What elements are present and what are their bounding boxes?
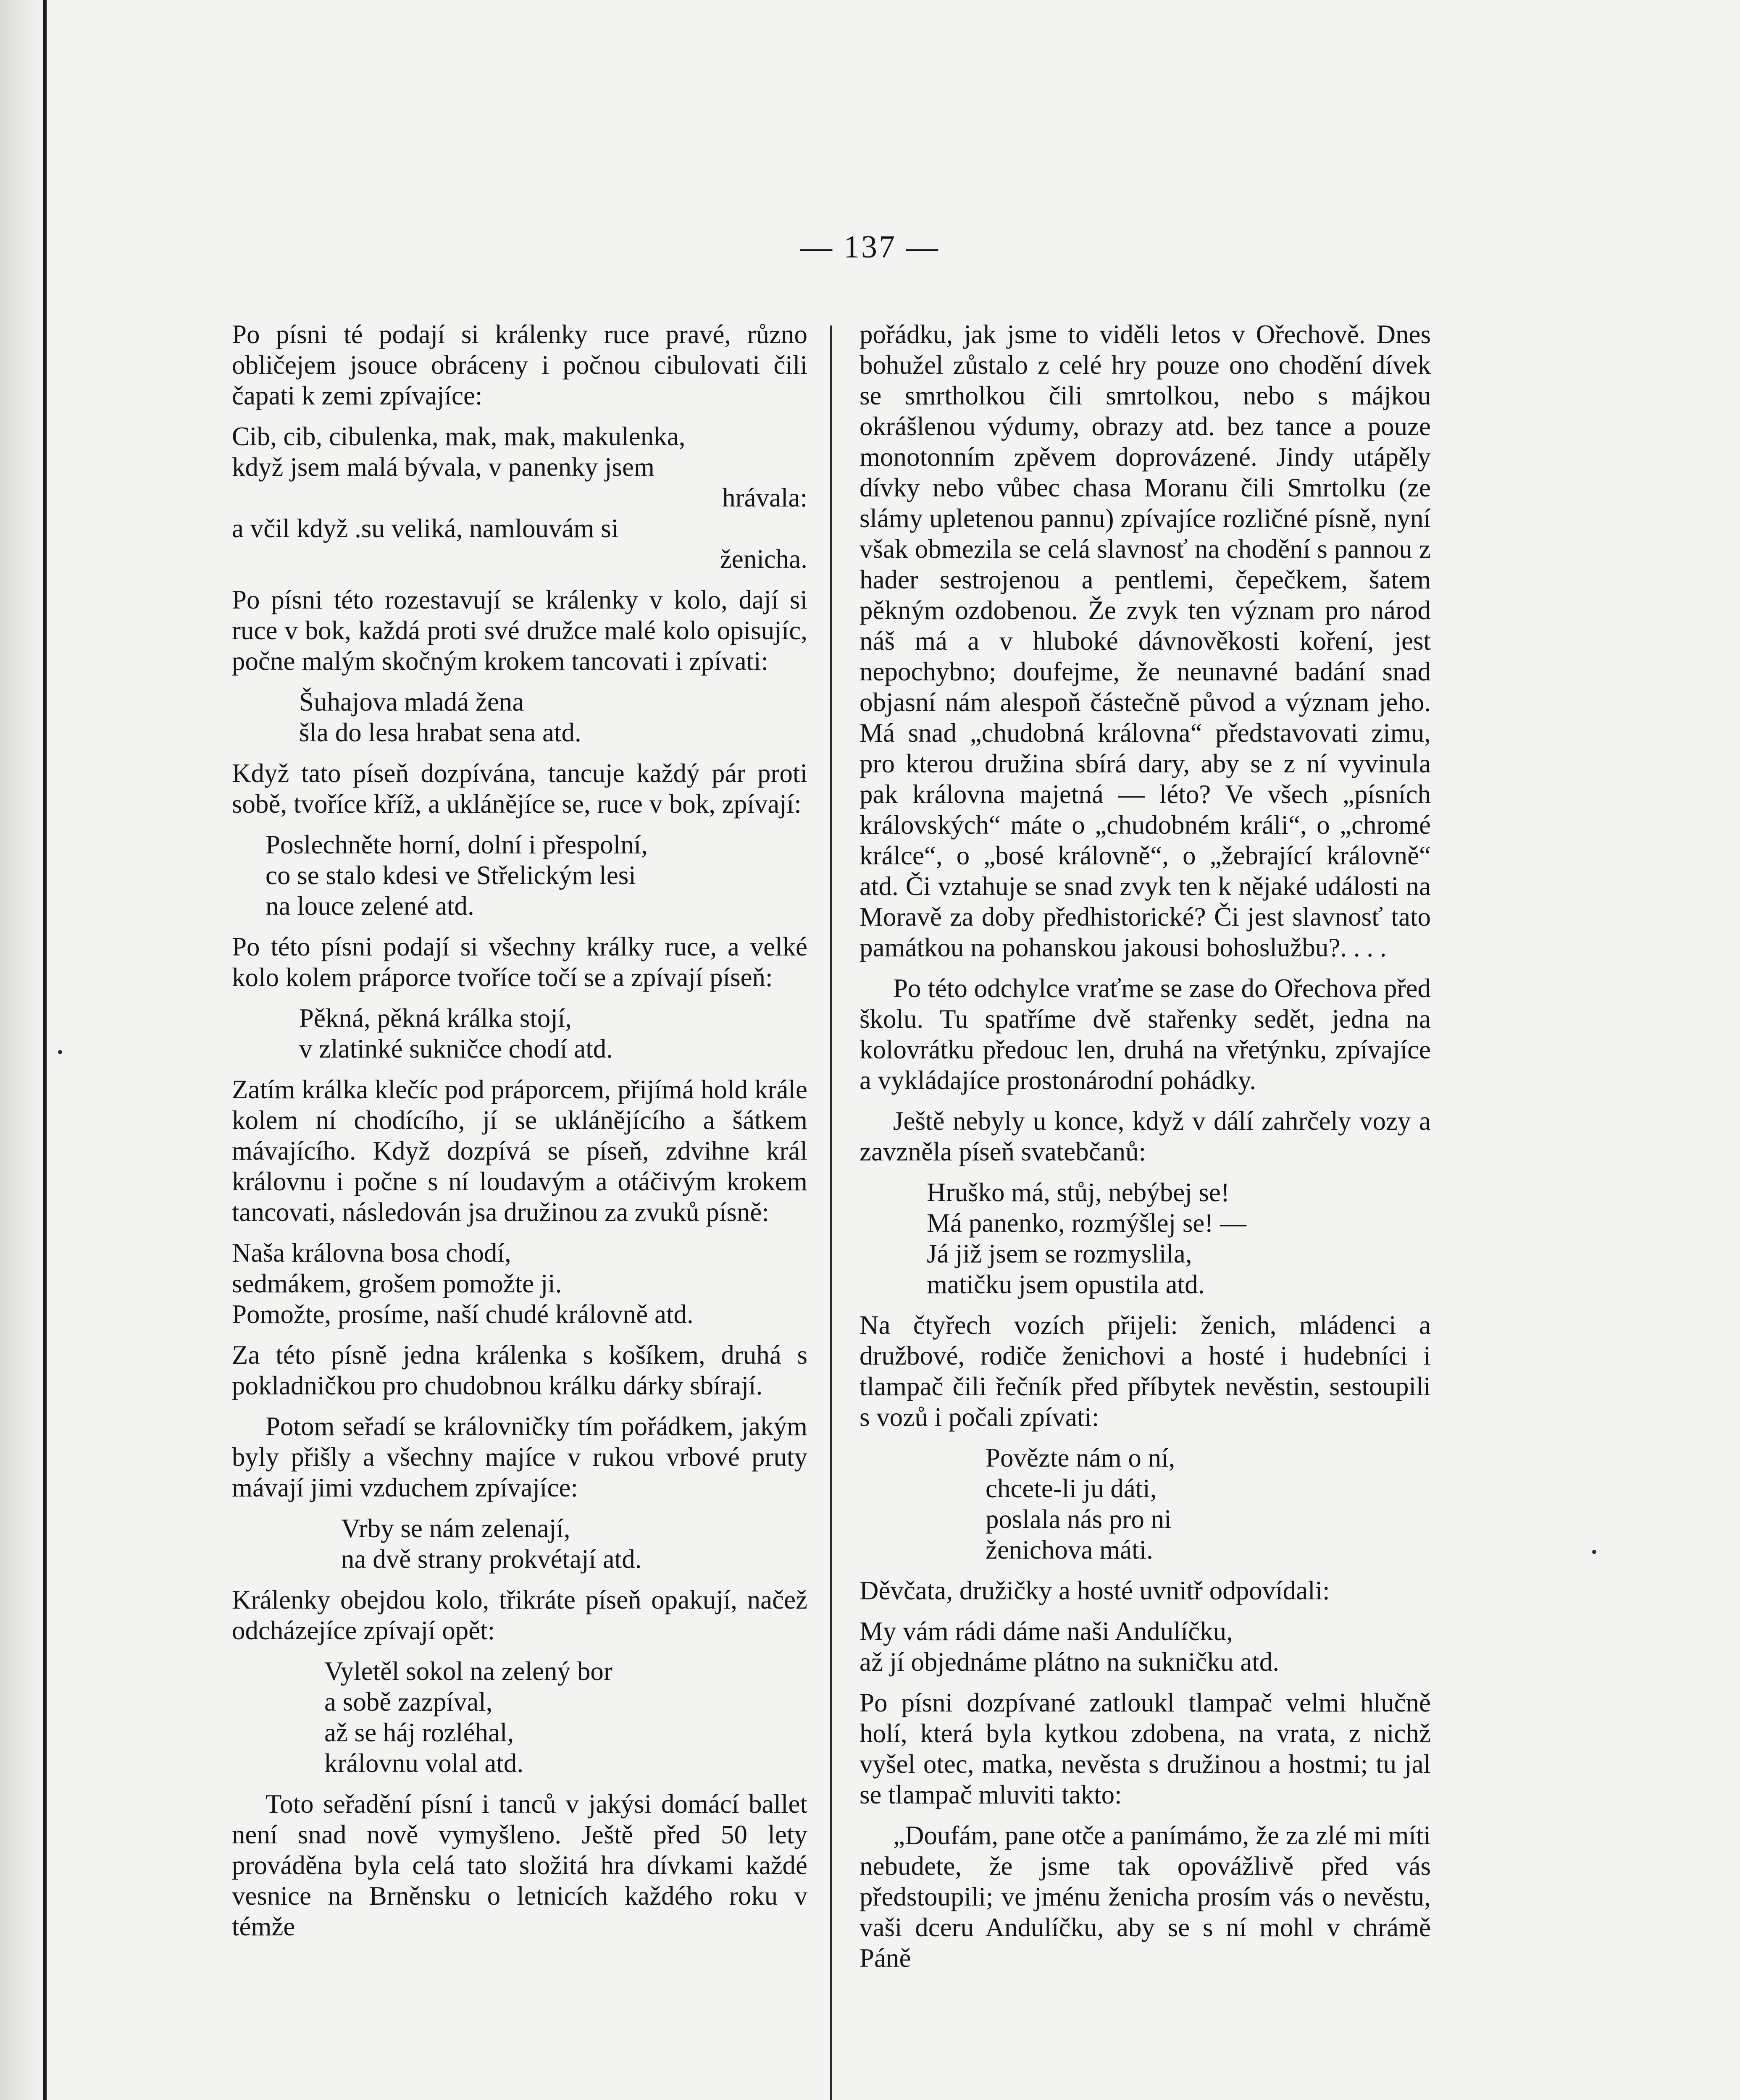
verse-line: v zlatinké sukničce chodí atd. <box>299 1034 613 1063</box>
verse-line: Cib, cib, cibulenka, mak, mak, makulenka, <box>232 422 686 451</box>
paragraph: Po písni té podají si králenky ruce pravé, různo obličejem jsouce obráceny i počnou cibulovati čili čapati k zemi zpívajíce: <box>232 320 807 410</box>
verse-block <box>232 421 807 575</box>
paragraph: Po této odchylce vraťme se zase do Ořechova před školu. Tu spatříme dvě stařenky sedět, jedna na kolovrátku předouc len, druhá na vřetýnku, zpívajíce a vykládajíce prostonárodní pohádky. <box>859 974 1431 1095</box>
verse-line: hrávala: <box>722 483 807 512</box>
verse-line: chcete-li ju dáti, <box>986 1474 1157 1503</box>
binding-edge-line <box>43 0 47 2100</box>
verse-line: Šuhajova mladá žena <box>299 687 524 717</box>
paragraph: Děvčata, družičky a hosté uvnitř odpovídali: <box>859 1576 1330 1605</box>
verse-line: Vrby se nám zelenají, <box>341 1514 570 1543</box>
verse-line: Pěkná, pěkná králka stojí, <box>299 1003 572 1033</box>
verse-line: až se háj rozléhal, <box>324 1718 514 1747</box>
paragraph: Ještě nebyly u konce, když v dálí zahrčely vozy a zavzněla píseň svatebčanů: <box>859 1106 1431 1166</box>
verse-block <box>859 1443 1431 1565</box>
paragraph: Za této písně jedna králenka s košíkem, druhá s pokladničkou pro chudobnou králku dárky sbírají. <box>232 1340 807 1400</box>
paragraph: Na čtyřech vozích přijeli: ženich, mládenci a družbové, rodiče ženichovi a hosté i hudebníci i tlampač čili řečník před příbytek nevěstin, sestoupili s vozů i počali zpívati: <box>859 1310 1431 1432</box>
verse-block <box>232 687 807 748</box>
paragraph: Po písni této rozestavují se králenky v kolo, dají si ruce v bok, každá proti své družce malé kolo opisujíc, počne malým skočným krokem tancovati i zpívati: <box>232 585 807 676</box>
verse-line: Má panenko, rozmýšlej se! — <box>927 1208 1247 1238</box>
verse-line: sedmákem, grošem pomožte ji. <box>232 1269 562 1298</box>
verse-line: My vám rádi dáme naši Andulíčku, <box>859 1617 1233 1646</box>
paragraph: „Doufám, pane otče a panímámo, že za zlé mi míti nebudete, že jsme tak opovážlivě před vás předstoupili; ve jménu ženicha prosím vás o nevěstu, vaši dceru Andulíčku, aby se s ní mohl v chrámě Páně <box>859 1821 1431 1973</box>
verse-block <box>232 1513 807 1575</box>
paragraph: Po písni dozpívané zatloukl tlampač velmi hlučně holí, která byla kytkou zdobena, na vrata, z nichž vyšel otec, matka, nevěsta s družinou a hostmi; tu jal se tlampač mluviti takto: <box>859 1688 1431 1809</box>
verse-block <box>859 1616 1431 1677</box>
paragraph: Králenky obejdou kolo, třikráte píseň opakují, načež odcházejíce zpívají opět: <box>232 1585 807 1645</box>
verse-line: a včil když .su veliká, namlouvám si <box>232 514 619 543</box>
verse-line: královnu volal atd. <box>324 1748 524 1778</box>
paragraph: Když tato píseň dozpívána, tancuje každý pár proti sobě, tvoříce kříž, a uklánějíce se, ruce v bok, zpívají: <box>232 759 807 819</box>
verse-line: Naša královna bosa chodí, <box>232 1238 511 1268</box>
scan-speck <box>58 1050 62 1054</box>
page-number: — 137 — <box>800 229 940 265</box>
verse-block <box>232 1656 807 1779</box>
verse-line: a sobě zazpíval, <box>324 1687 493 1717</box>
verse-line: Hruško má, stůj, nebýbej se! <box>927 1178 1230 1207</box>
verse-line: Poslechněte horní, dolní i přespolní, <box>265 830 648 859</box>
verse-block <box>232 1003 807 1064</box>
verse-line: matičku jsem opustila atd. <box>927 1270 1205 1299</box>
right-text-column <box>859 319 1431 1984</box>
verse-line: na louce zelené atd. <box>265 891 474 921</box>
verse-line: Povězte nám o ní, <box>986 1443 1175 1473</box>
verse-line: Pomožte, prosíme, naší chudé královně atd. <box>232 1299 694 1329</box>
verse-line: co se stalo kdesi ve Střelickým lesi <box>265 861 636 890</box>
left-text-column <box>232 319 807 1952</box>
verse-line: na dvě strany prokvétají atd. <box>341 1544 642 1574</box>
verse-line: až jí objednáme plátno na sukničku atd. <box>859 1647 1279 1677</box>
column-divider <box>830 326 832 2100</box>
verse-block <box>859 1177 1431 1300</box>
paragraph: Po této písni podají si všechny králky ruce, a velké kolo kolem práporce tvoříce točí se a zpívají píseň: <box>232 932 807 992</box>
verse-line: šla do lesa hrabat sena atd. <box>299 718 581 747</box>
verse-block <box>232 830 807 921</box>
verse-line: ženicha. <box>720 544 807 574</box>
paragraph: pořádku, jak jsme to viděli letos v Ořechově. Dnes bohužel zůstalo z celé hry pouze ono chodění dívek se smrtholkou čili smrtolkou, nebo s májkou okrášlenou výdumy, obrazy atd. bez tance a pouze monotonním zpěvem doprovázené. Jindy utápěly dívky nebo vůbec chasa Moranu čili Smrtolku (ze slámy upletenou pannu) zpívajíce rozličné písně, nyní však obmezila se celá slavnosť na chodění s pannou z hader sestrojenou a pentlemi, čepečkem, šatem pěkným ozdobenou. Že zvyk ten význam pro národ náš má a v hluboké dávnověkosti koření, jest nepochybno; doufejme, že neunavné badání snad objasní nám alespoň částečně původ a význam jeho. Má snad „chudobná královna“ představovati zimu, pro kterou družina sbírá dary, aby se z ní vyvinula pak královna majetná — léto? Ve všech „písních královských“ máte o „chudobném králi“, o „chromé králce“, o „bosé královně“, o „žebrající královně“ atd. Či vztahuje se snad zvyk ten k nějaké události na Moravě za doby předhistorické? Či jest slavnosť tato památkou na pohanskou jakousi bohoslužbu?. . . . <box>859 320 1431 962</box>
verse-line: ženichova máti. <box>986 1535 1153 1564</box>
paragraph: Toto seřadění písní i tanců v jakýsi domácí ballet není snad nově vymyšleno. Ještě před 50 lety prováděna byla celá tato složitá hra dívkami každé vesnice na Brněnsku o letnicích každého roku v témže <box>232 1789 807 1941</box>
scan-speck <box>1592 1550 1596 1554</box>
verse-block <box>232 1238 807 1330</box>
verse-line: poslala nás pro ni <box>986 1504 1172 1534</box>
verse-line: Vyletěl sokol na zelený bor <box>324 1656 612 1686</box>
verse-line: Já již jsem se rozmyslila, <box>927 1239 1192 1268</box>
paragraph: Zatím králka klečíc pod práporcem, přijímá hold krále kolem ní chodícího, jí se uklánějícího a šátkem mávajícího. Když dozpívá se píseň, zdvihne král královnu i počne s ní loudavým a otáčivým krokem tancovati, následován jsa družinou za zvuků písně: <box>232 1075 807 1227</box>
paragraph: Potom seřadí se královničky tím pořádkem, jakým byly přišly a všechny majíce v rukou vrbové pruty mávají jimi vzduchem zpívajíce: <box>232 1412 807 1502</box>
page-left-edge-shadow <box>0 0 46 2100</box>
verse-line: když jsem malá bývala, v panenky jsem <box>232 452 654 482</box>
